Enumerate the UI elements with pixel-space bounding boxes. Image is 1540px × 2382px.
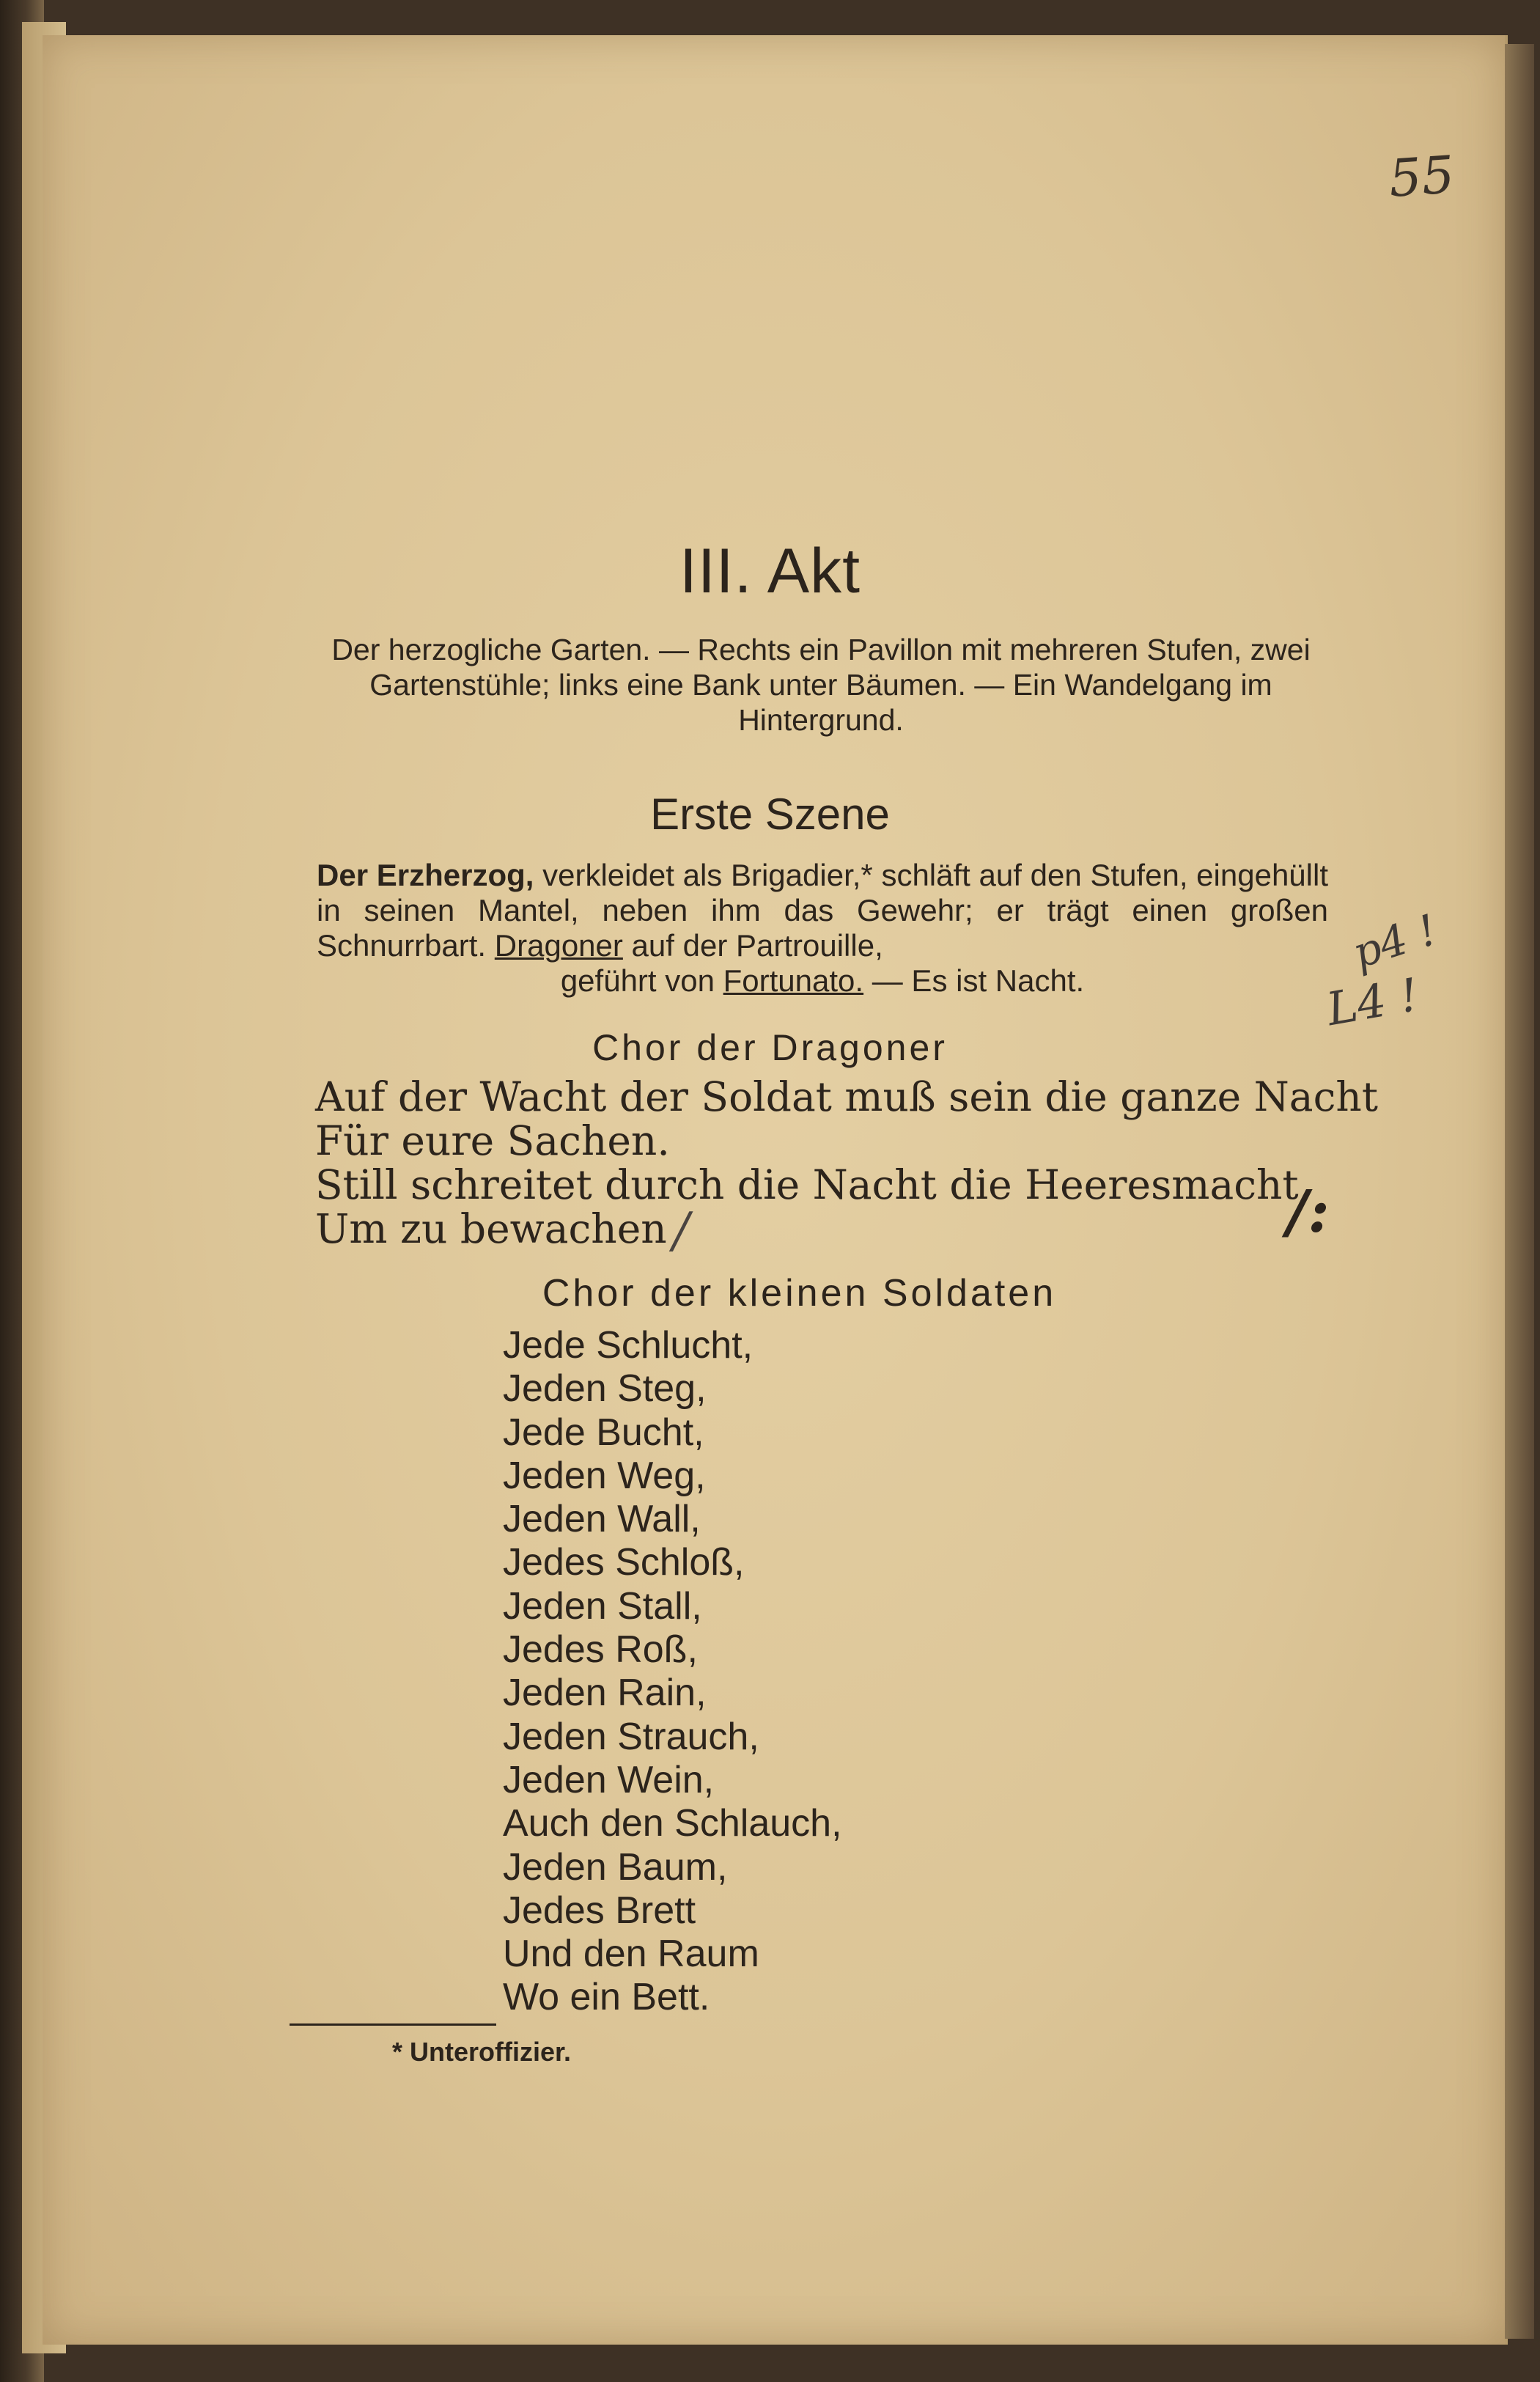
scene-direction [317,858,1328,999]
lyric-line: Für eure Sachen. [315,1117,670,1164]
chorus-heading-dragoner: Chor der Dragoner [592,1027,948,1068]
scene-direction-last-line [317,963,1328,999]
chorus-dragoner-lyrics [315,1075,1378,1251]
lyric-line: Jeden Stall, [503,1584,702,1628]
chorus-soldaten-lyrics [503,1324,842,2020]
act-title: III. Akt [679,536,861,606]
scene-direction-text-1: verkleidet als Brigadier,* schläft auf den Stufen, eingehüllt in seinen Mantel, neben ihm das Gewehr; er trägt einen großen Schnurrbart. [317,858,1328,963]
lyric-line: Wo ein Bett. [503,1976,710,2019]
page-number: 55 [1387,144,1456,210]
chorus-heading-kleine-soldaten: Chor der kleinen Soldaten [542,1272,1057,1315]
lyric-line: Jeden Wein, [503,1758,715,1801]
lyric-line: Um zu bewachen [315,1205,667,1252]
scene-direction-text-3: geführt von [560,963,723,998]
scene-direction-text-2: auf der Partrouille, [622,928,883,963]
underlined-word-dragoner: Dragoner [494,928,623,963]
handwritten-margin-note: p4 ! [1346,904,1443,979]
handwritten-margin-note: L4 ! [1322,967,1423,1037]
lyric-line: Still schreitet durch die Nacht die Heeresmacht, [315,1161,1312,1208]
scene-direction-text-4: — Es ist Nacht. [863,963,1085,998]
page-right-edge [1505,44,1534,2339]
handwritten-repeat-mark: /: [1286,1177,1330,1246]
lyric-line: Jeden Weg, [503,1454,706,1497]
lyric-line: Jeden Wall, [503,1498,701,1541]
lyric-line: Jedes Schloß, [503,1541,745,1584]
handwritten-slash-mark: / [673,1202,690,1259]
lyric-line: Jedes Brett [503,1889,696,1932]
lyric-line: Auch den Schlauch, [503,1802,842,1845]
lyric-line: Jeden Strauch, [503,1715,759,1758]
lyric-line: Jeden Baum, [503,1845,728,1889]
underlined-word-fortunato: Fortunato. [723,963,864,998]
footnote: * Unteroffizier. [392,2037,572,2067]
lyric-line: Auf der Wacht der Soldat muß sein die ganze Nacht [315,1073,1378,1120]
character-name: Der Erzherzog, [317,858,534,892]
lyric-line: Jede Bucht, [503,1411,704,1454]
scene-title: Erste Szene [650,790,890,839]
footnote-divider [290,2023,496,2026]
stage-direction: Der herzogliche Garten. — Rechts ein Pavillon mit mehreren Stufen, zwei Gartenstühle; links eine Bank unter Bäumen. — Ein Wandelgang im Hintergrund. [331,633,1311,737]
lyric-line: Jeden Steg, [503,1367,707,1411]
lyric-line: Jede Schlucht, [503,1324,754,1367]
lyric-line: Und den Raum [503,1933,759,1976]
lyric-line: Jeden Rain, [503,1672,707,1715]
lyric-line: Jedes Roß, [503,1628,698,1672]
